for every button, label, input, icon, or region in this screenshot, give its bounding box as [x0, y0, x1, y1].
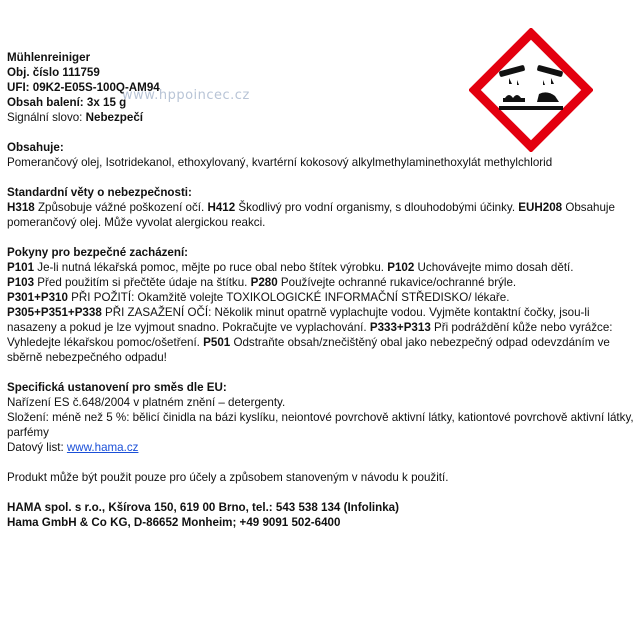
- contains-text: Pomerančový olej, Isotridekanol, ethoxylovaný, kvartérní kokosový alkylmethylaminethoxylát methylchlorid: [7, 156, 553, 169]
- precaution-p301: P301+P310 PŘI POŽITÍ: Okamžitě volejte TOXIKOLOGICKÉ INFORMAČNÍ STŘEDISKO/ lékaře.: [7, 291, 510, 304]
- ufi-code: 09K2-E05S-100Q-AM94: [32, 81, 160, 94]
- precaution-p103-p280: P103 Před použitím si přečtěte údaje na štítku. P280 Používejte ochranné rukavice/ochranné brýle.: [7, 276, 517, 289]
- precaution-p101-p102: P101 Je-li nutná lékařská pomoc, mějte po ruce obal nebo štítek výrobku. P102 Uchovávejte mimo dosah dětí.: [7, 261, 574, 274]
- watermark-text: www.hppoincec.cz: [122, 88, 250, 103]
- hazard-heading: Standardní věty o nebezpečnosti:: [7, 186, 192, 199]
- order-no: 111759: [62, 66, 100, 79]
- datasheet-link[interactable]: www.hama.cz: [66, 441, 139, 454]
- precaution-p305-p333-p501: P305+P351+P338 PŘI ZASAŽENÍ OČÍ: Několik minut opatrně vyplachujte vodou. Vyjměte kontaktní čočky, jsou-li nasazeny a pokud je lze vyjmout snadno. Pokračujte ve vyplachování. P333+P313 Při podráždění kůže nebo vyrážce: Vyhledejte lékařskou pomoc/ošetření. P501 Odstraňte obsah/znečištěný obal jako nebezpečný odpad odevzdáním ve sběrně nebezpečného odpadu!: [7, 306, 613, 364]
- company-hama-de: Hama GmbH & Co KG, D-86652 Monheim; +49 9091 502-6400: [7, 516, 341, 529]
- precaution-heading: Pokyny pro bezpečné zacházení:: [7, 246, 189, 259]
- signal-word: Nebezpečí: [85, 111, 143, 124]
- signal-label: Signální slovo:: [7, 111, 83, 124]
- ufi-label: UFI:: [7, 81, 30, 94]
- contains-heading: Obsahuje:: [7, 141, 64, 154]
- eu-regulation: Nařízení ES č.648/2004 v platném znění – detergenty.: [7, 396, 286, 409]
- usage-note: Produkt může být použit pouze pro účely a způsobem stanoveným v návodu k použití.: [7, 471, 449, 484]
- label-document: [7, 50, 635, 530]
- package-value: 3x 15 g: [86, 96, 127, 109]
- package-label: Obsah balení:: [7, 96, 84, 109]
- product-name: Mühlenreiniger: [7, 51, 91, 64]
- eu-composition: Složení: méně než 5 %: bělicí činidla na bázi kyslíku, neiontové povrchově aktivní látky, kationtové povrchově aktivní látky, parfémy: [7, 411, 634, 439]
- datasheet-label: Datový list:: [7, 441, 67, 454]
- eu-heading: Specifická ustanovení pro směs dle EU:: [7, 381, 227, 394]
- company-hama-cz: HAMA spol. s r.o., Kšírova 150, 619 00 Brno, tel.: 543 538 134 (Infolinka): [7, 501, 399, 514]
- hazard-statements: H318 Způsobuje vážné poškození očí. H412 Škodlivý pro vodní organismy, s dlouhodobými účinky. EUH208 Obsahuje pomerančový olej. Může vyvolat alergickou reakci.: [7, 201, 615, 229]
- order-no-label: Obj. číslo: [7, 66, 60, 79]
